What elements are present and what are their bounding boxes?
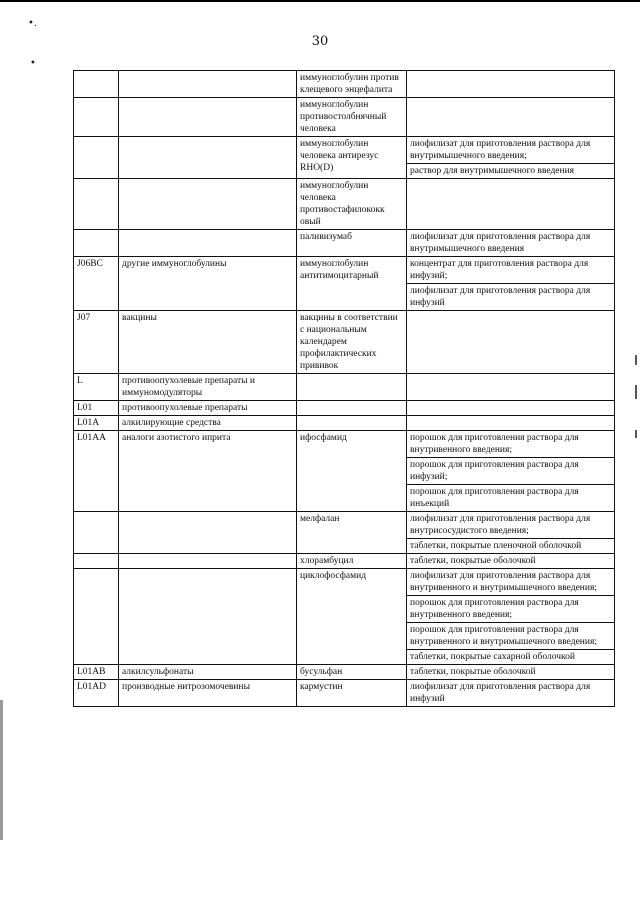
dosage-form-cell: лиофилизат для приготовления раствора для внутримышечного введения;	[407, 137, 615, 164]
atc-group-cell	[119, 98, 297, 137]
drug-name-cell: иммуноглобулин против клещевого энцефалита	[297, 71, 407, 98]
atc-code-cell: L01AA	[74, 431, 119, 512]
dosage-form-cell	[407, 179, 615, 230]
dosage-form-cell	[407, 98, 615, 137]
scan-artifact	[635, 385, 637, 399]
dosage-form-cell: таблетки, покрытые сахарной оболочкой	[407, 650, 615, 665]
dosage-form-cell: таблетки, покрытые оболочкой	[407, 554, 615, 569]
atc-code-cell	[74, 230, 119, 257]
drug-name-cell: иммуноглобулин антитимоцитарный	[297, 257, 407, 311]
dosage-form-cell: лиофилизат для приготовления раствора для внутрисосудистого введения;	[407, 512, 615, 539]
drug-name-cell	[297, 374, 407, 401]
dosage-form-cell	[407, 416, 615, 431]
atc-code-cell: L	[74, 374, 119, 401]
dosage-form-cell: концентрат для приготовления раствора для инфузий;	[407, 257, 615, 284]
atc-code-cell: L01A	[74, 416, 119, 431]
table-row	[74, 569, 615, 596]
atc-code-cell	[74, 179, 119, 230]
dosage-form-cell: раствор для внутримышечного введения	[407, 164, 615, 179]
page-number: 30	[311, 34, 329, 49]
atc-code-cell	[74, 512, 119, 554]
drug-list-table	[73, 70, 615, 707]
table-row	[74, 512, 615, 539]
atc-code-cell	[74, 569, 119, 665]
drug-name-cell: хлорамбуцил	[297, 554, 407, 569]
dosage-form-cell	[407, 311, 615, 374]
dosage-form-cell: порошок для приготовления раствора для внутривенного и внутримышечного введения;	[407, 623, 615, 650]
drug-name-cell: иммуноглобулин человека противостафилококк овый	[297, 179, 407, 230]
scan-artifact	[0, 700, 3, 840]
dosage-form-cell: лиофилизат для приготовления раствора для внутримышечного введения	[407, 230, 615, 257]
dosage-form-cell	[407, 374, 615, 401]
atc-code-cell: J07	[74, 311, 119, 374]
dosage-form-cell: порошок для приготовления раствора для внутривенного введения;	[407, 596, 615, 623]
atc-group-cell: алкилирующие средства	[119, 416, 297, 431]
table-row	[74, 179, 615, 230]
atc-code-cell: L01	[74, 401, 119, 416]
table-row	[74, 98, 615, 137]
atc-group-cell: вакцины	[119, 311, 297, 374]
drug-name-cell: ифосфамид	[297, 431, 407, 512]
dosage-form-cell	[407, 401, 615, 416]
atc-group-cell	[119, 230, 297, 257]
atc-group-cell: аналоги азотистого иприта	[119, 431, 297, 512]
dosage-form-cell: таблетки, покрытые оболочкой	[407, 665, 615, 680]
scan-edge-line	[0, 0, 640, 2]
drug-name-cell: циклофосфамид	[297, 569, 407, 665]
atc-code-cell	[74, 98, 119, 137]
drug-name-cell: иммуноглобулин человека антирезус RHO(D)	[297, 137, 407, 179]
table-row	[74, 311, 615, 374]
dosage-form-cell: лиофилизат для приготовления раствора для инфузий	[407, 680, 615, 707]
atc-group-cell	[119, 569, 297, 665]
drug-name-cell	[297, 401, 407, 416]
margin-mark: •	[30, 58, 36, 69]
drug-name-cell: вакцины в соответствии с национальным календарем профилактических прививок	[297, 311, 407, 374]
drug-name-cell: бусульфан	[297, 665, 407, 680]
table-row	[74, 230, 615, 257]
atc-group-cell	[119, 554, 297, 569]
atc-group-cell: алкилсульфонаты	[119, 665, 297, 680]
drug-name-cell: мелфалан	[297, 512, 407, 554]
dosage-form-cell: порошок для приготовления раствора для инфузий;	[407, 458, 615, 485]
dosage-form-cell	[407, 71, 615, 98]
atc-code-cell: L01AD	[74, 680, 119, 707]
atc-code-cell: J06BC	[74, 257, 119, 311]
margin-mark: •.	[28, 18, 38, 29]
table-row	[74, 401, 615, 416]
atc-code-cell	[74, 554, 119, 569]
table-row	[74, 137, 615, 164]
drug-name-cell: иммуноглобулин противостолбнячный человека	[297, 98, 407, 137]
atc-code-cell: L01AB	[74, 665, 119, 680]
drug-name-cell: кармустин	[297, 680, 407, 707]
atc-group-cell	[119, 71, 297, 98]
dosage-form-cell: порошок для приготовления раствора для инъекций	[407, 485, 615, 512]
dosage-form-cell: порошок для приготовления раствора для внутривенного введения;	[407, 431, 615, 458]
table-row	[74, 416, 615, 431]
scan-artifact	[635, 355, 637, 365]
atc-group-cell: противоопухолевые препараты и иммуномодуляторы	[119, 374, 297, 401]
dosage-form-cell: лиофилизат для приготовления раствора для инфузий	[407, 284, 615, 311]
atc-group-cell	[119, 137, 297, 179]
atc-group-cell: другие иммуноглобулины	[119, 257, 297, 311]
table-row	[74, 257, 615, 284]
atc-code-cell	[74, 137, 119, 179]
table-row	[74, 374, 615, 401]
atc-code-cell	[74, 71, 119, 98]
drug-name-cell	[297, 416, 407, 431]
atc-group-cell: противоопухолевые препараты	[119, 401, 297, 416]
atc-group-cell	[119, 512, 297, 554]
table-row	[74, 680, 615, 707]
drug-name-cell: паливизумаб	[297, 230, 407, 257]
dosage-form-cell: таблетки, покрытые пленочной оболочкой	[407, 539, 615, 554]
table-row	[74, 71, 615, 98]
dosage-form-cell: лиофилизат для приготовления раствора для внутривенного и внутримышечного введения;	[407, 569, 615, 596]
atc-group-cell: производные нитрозомочевины	[119, 680, 297, 707]
scan-artifact	[635, 430, 637, 438]
table-row	[74, 431, 615, 458]
table-row	[74, 554, 615, 569]
atc-group-cell	[119, 179, 297, 230]
table-row	[74, 665, 615, 680]
